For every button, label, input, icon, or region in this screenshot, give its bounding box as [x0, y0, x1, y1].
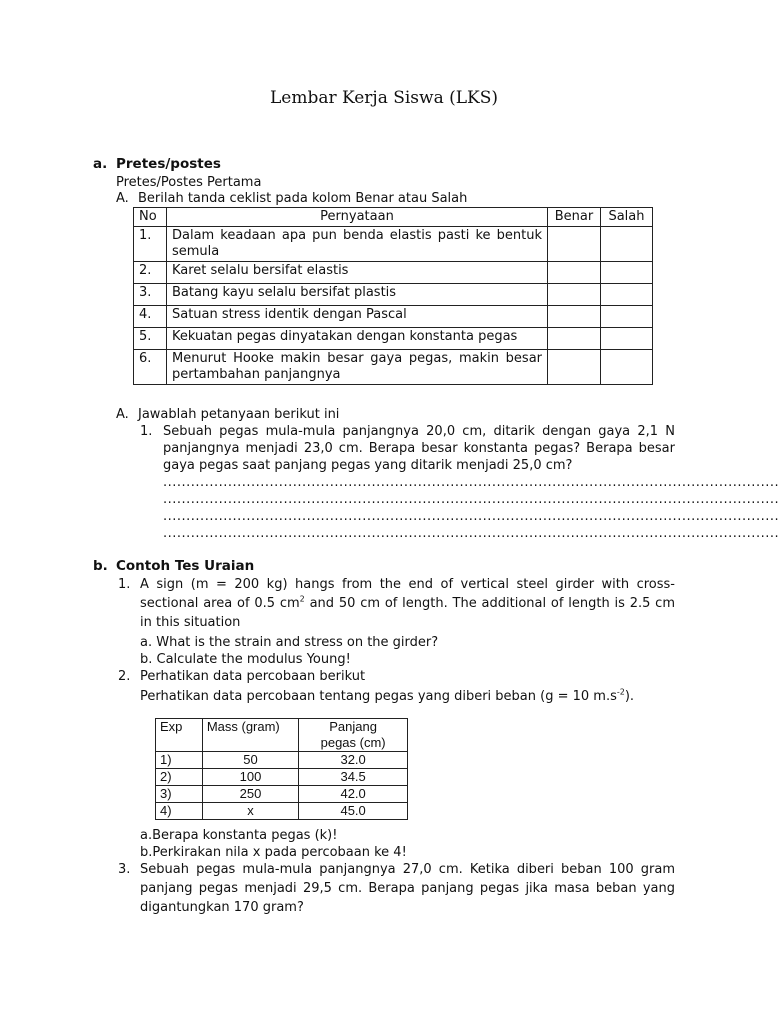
part-b-instruction: Jawablah petanyaan berikut ini	[138, 407, 340, 422]
question-1-text	[140, 575, 675, 632]
question-2-number: 2.	[118, 669, 131, 684]
statement-text: Satuan stress identik dengan Pascal	[166, 306, 547, 328]
statement-text: Menurut Hooke makin besar gaya pegas, makin besar pertambahan panjangnya	[166, 350, 547, 385]
question-2-text	[140, 688, 634, 705]
answer-line-2[interactable]: .....................................................................................................................................	[163, 492, 779, 507]
section-a-heading: Pretes/postes	[116, 156, 221, 172]
row-number: 4.	[134, 306, 167, 328]
benar-checkbox-cell[interactable]	[548, 284, 601, 306]
mass-value: 100	[202, 769, 298, 786]
header-pernyataan: Pernyataan	[166, 208, 547, 227]
statement-text: Batang kayu selalu bersifat plastis	[166, 284, 547, 306]
part-a-instruction: Berilah tanda ceklist pada kolom Benar atau Salah	[138, 191, 468, 206]
salah-checkbox-cell[interactable]	[601, 350, 653, 385]
part-a-letter: A.	[116, 191, 129, 206]
section-a-label: a.	[93, 156, 108, 172]
benar-checkbox-cell[interactable]	[548, 262, 601, 284]
table-row	[134, 328, 653, 350]
superscript-2: 2	[299, 594, 305, 604]
question-2-heading: Perhatikan data percobaan berikut	[140, 669, 366, 684]
salah-checkbox-cell[interactable]	[601, 262, 653, 284]
length-value: 32.0	[299, 752, 408, 769]
question-2a: a.Berapa konstanta pegas (k)!	[140, 828, 338, 843]
header-panjang: Panjang pegas (cm)	[299, 719, 408, 752]
row-number: 2.	[134, 262, 167, 284]
data-table-header-row	[156, 719, 408, 752]
table-row	[156, 803, 408, 820]
table-row	[134, 306, 653, 328]
question-1b: b. Calculate the modulus Young!	[140, 652, 351, 667]
table-row	[134, 350, 653, 385]
question-2-text-end: ).	[624, 689, 635, 704]
row-number: 5.	[134, 328, 167, 350]
benar-checkbox-cell[interactable]	[548, 350, 601, 385]
statement-text: Karet selalu bersifat elastis	[166, 262, 547, 284]
benar-checkbox-cell[interactable]	[548, 227, 601, 262]
salah-checkbox-cell[interactable]	[601, 328, 653, 350]
experiment-data-table	[155, 718, 408, 820]
exp-number: 1)	[156, 752, 203, 769]
header-no: No	[134, 208, 167, 227]
length-value: 42.0	[299, 786, 408, 803]
salah-checkbox-cell[interactable]	[601, 306, 653, 328]
statement-text: Kekuatan pegas dinyatakan dengan konstanta pegas	[166, 328, 547, 350]
essay-question-1-text: Sebuah pegas mula-mula panjangnya 20,0 cm, ditarik dengan gaya 2,1 N panjangnya menjadi 23,0 cm. Berapa besar konstanta pegas? Berapa besar gaya pegas saat panjang pegas yang ditarik menjadi 25,0 cm?	[163, 424, 675, 473]
question-2b: b.Perkirakan nila x pada percobaan ke 4!	[140, 845, 407, 860]
essay-question-1-number: 1.	[140, 424, 153, 439]
page-title: Lembar Kerja Siswa (LKS)	[269, 88, 499, 108]
benar-checkbox-cell[interactable]	[548, 306, 601, 328]
salah-checkbox-cell[interactable]	[601, 227, 653, 262]
header-exp: Exp	[156, 719, 203, 752]
table-row	[134, 262, 653, 284]
question-1a: a. What is the strain and stress on the girder?	[140, 635, 439, 650]
mass-value: x	[202, 803, 298, 820]
table-row	[156, 769, 408, 786]
statement-text: Dalam keadaan apa pun benda elastis pasti ke bentuk semula	[166, 227, 547, 262]
benar-checkbox-cell[interactable]	[548, 328, 601, 350]
mass-value: 250	[202, 786, 298, 803]
header-salah: Salah	[601, 208, 653, 227]
length-value: 45.0	[299, 803, 408, 820]
table-row	[156, 786, 408, 803]
header-benar: Benar	[548, 208, 601, 227]
row-number: 3.	[134, 284, 167, 306]
question-2-text-start: Perhatikan data percobaan tentang pegas yang diberi beban (g = 10 m.s	[140, 689, 617, 704]
exp-number: 4)	[156, 803, 203, 820]
row-number: 6.	[134, 350, 167, 385]
answer-line-4[interactable]: .....................................................................................................................................	[163, 526, 779, 541]
section-a-subheading: Pretes/Postes Pertama	[116, 175, 262, 190]
table-row	[156, 752, 408, 769]
section-b-heading: Contoh Tes Uraian	[116, 558, 255, 574]
header-mass: Mass (gram)	[202, 719, 298, 752]
question-1-number: 1.	[118, 577, 131, 592]
answer-line-3[interactable]: .....................................................................................................................................	[163, 509, 779, 524]
length-value: 34.5	[299, 769, 408, 786]
true-false-table	[133, 207, 653, 385]
mass-value: 50	[202, 752, 298, 769]
salah-checkbox-cell[interactable]	[601, 284, 653, 306]
table-row	[134, 227, 653, 262]
part-b-letter: A.	[116, 407, 129, 422]
exp-number: 2)	[156, 769, 203, 786]
superscript-minus-2: -2	[616, 687, 625, 697]
question-1-text-end: and 50 cm of length. The additional of length is 2.5 cm in this situation	[140, 596, 675, 630]
section-b-label: b.	[93, 558, 108, 574]
row-number: 1.	[134, 227, 167, 262]
exp-number: 3)	[156, 786, 203, 803]
question-1-text-start: A sign (m = 200 kg) hangs from the end of vertical steel girder with cross-sectional area of 0.5 cm	[140, 577, 675, 611]
table-header-row	[134, 208, 653, 227]
answer-line-1[interactable]: .....................................................................................................................................	[163, 475, 779, 490]
question-3-text: Sebuah pegas mula-mula panjangnya 27,0 cm. Ketika diberi beban 100 gram panjang pegas menjadi 29,5 cm. Berapa panjang pegas jika masa beban yang digantungkan 170 gram?	[140, 862, 675, 915]
table-row	[134, 284, 653, 306]
question-3-number: 3.	[118, 862, 131, 877]
